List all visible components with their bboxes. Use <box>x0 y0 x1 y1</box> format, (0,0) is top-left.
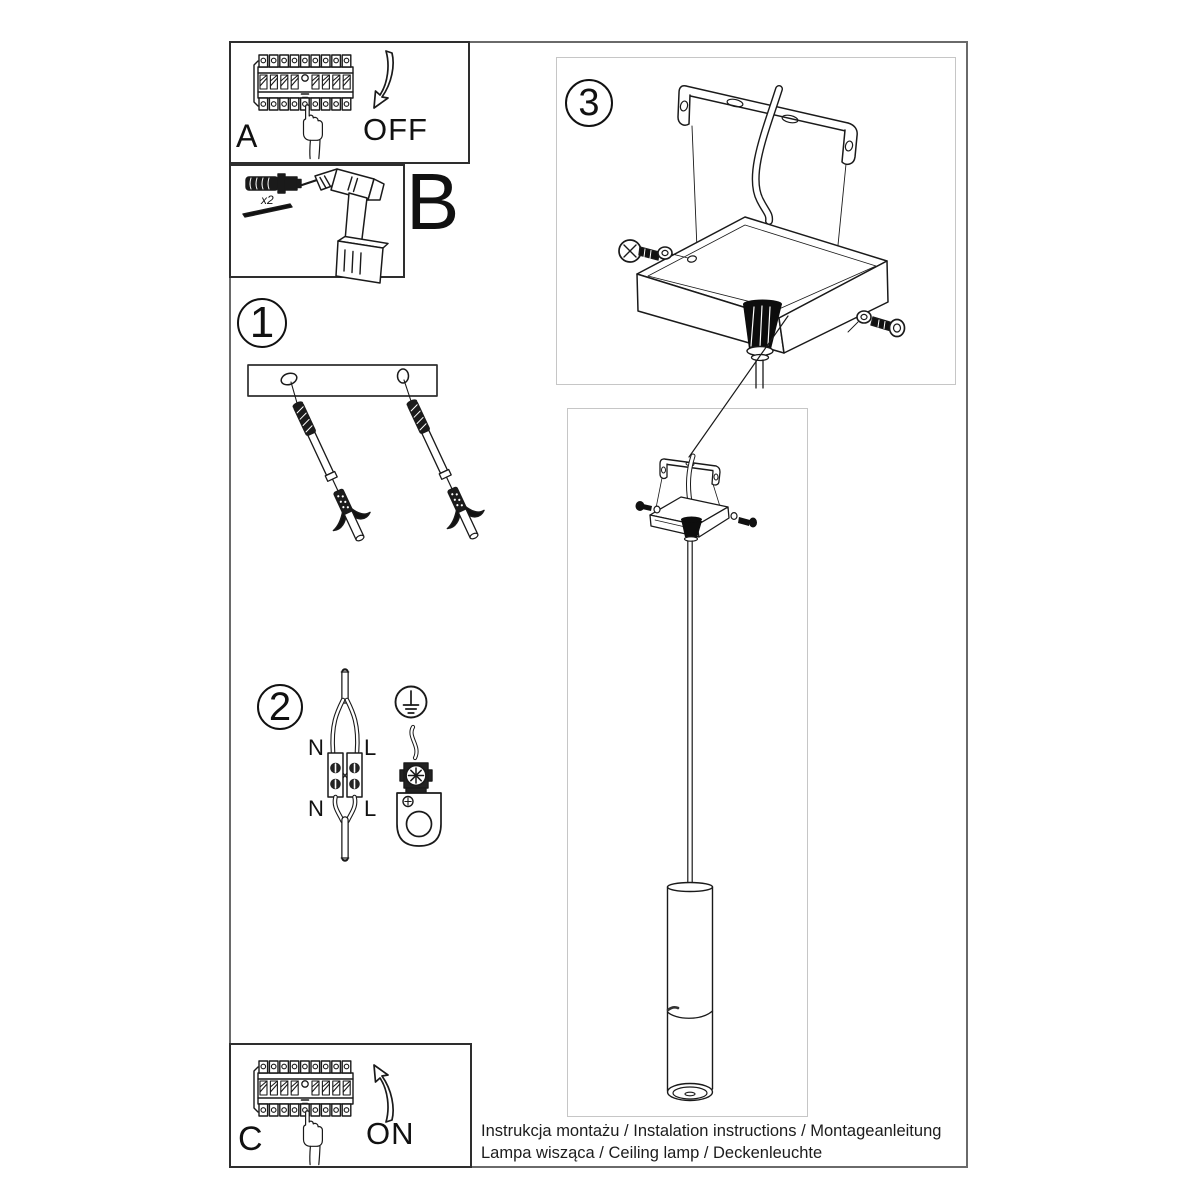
step-1-number: 1 <box>249 298 275 347</box>
panel-b-label: B <box>406 157 460 246</box>
on-label: ON <box>366 1116 415 1151</box>
pendant-lamp-art <box>636 456 758 1101</box>
step-3-number: 3 <box>578 81 600 124</box>
wiring-art <box>328 672 441 858</box>
footer-title-line: Instrukcja montażu / Instalation instructions / Montageanleitung <box>481 1122 942 1140</box>
live-label-bottom: L <box>364 796 377 821</box>
panel-a-label: A <box>236 118 258 154</box>
exploded-canopy-art <box>619 86 905 457</box>
neutral-label-bottom: N <box>308 796 324 821</box>
footer-subtitle-line: Lampa wisząca / Ceiling lamp / Deckenleuchte <box>481 1144 823 1162</box>
step-2-number: 2 <box>268 684 292 729</box>
live-label-top: L <box>364 735 377 760</box>
step-2-badge <box>257 684 303 730</box>
neutral-label-top: N <box>308 735 324 760</box>
step-3-badge <box>565 79 613 127</box>
anchor-count-label: x2 <box>261 193 274 207</box>
step-1-badge <box>237 298 287 348</box>
off-label: OFF <box>363 112 428 147</box>
panel-c-label: C <box>238 1120 263 1158</box>
wall-strip-art <box>248 365 493 549</box>
tools-art <box>243 169 388 283</box>
